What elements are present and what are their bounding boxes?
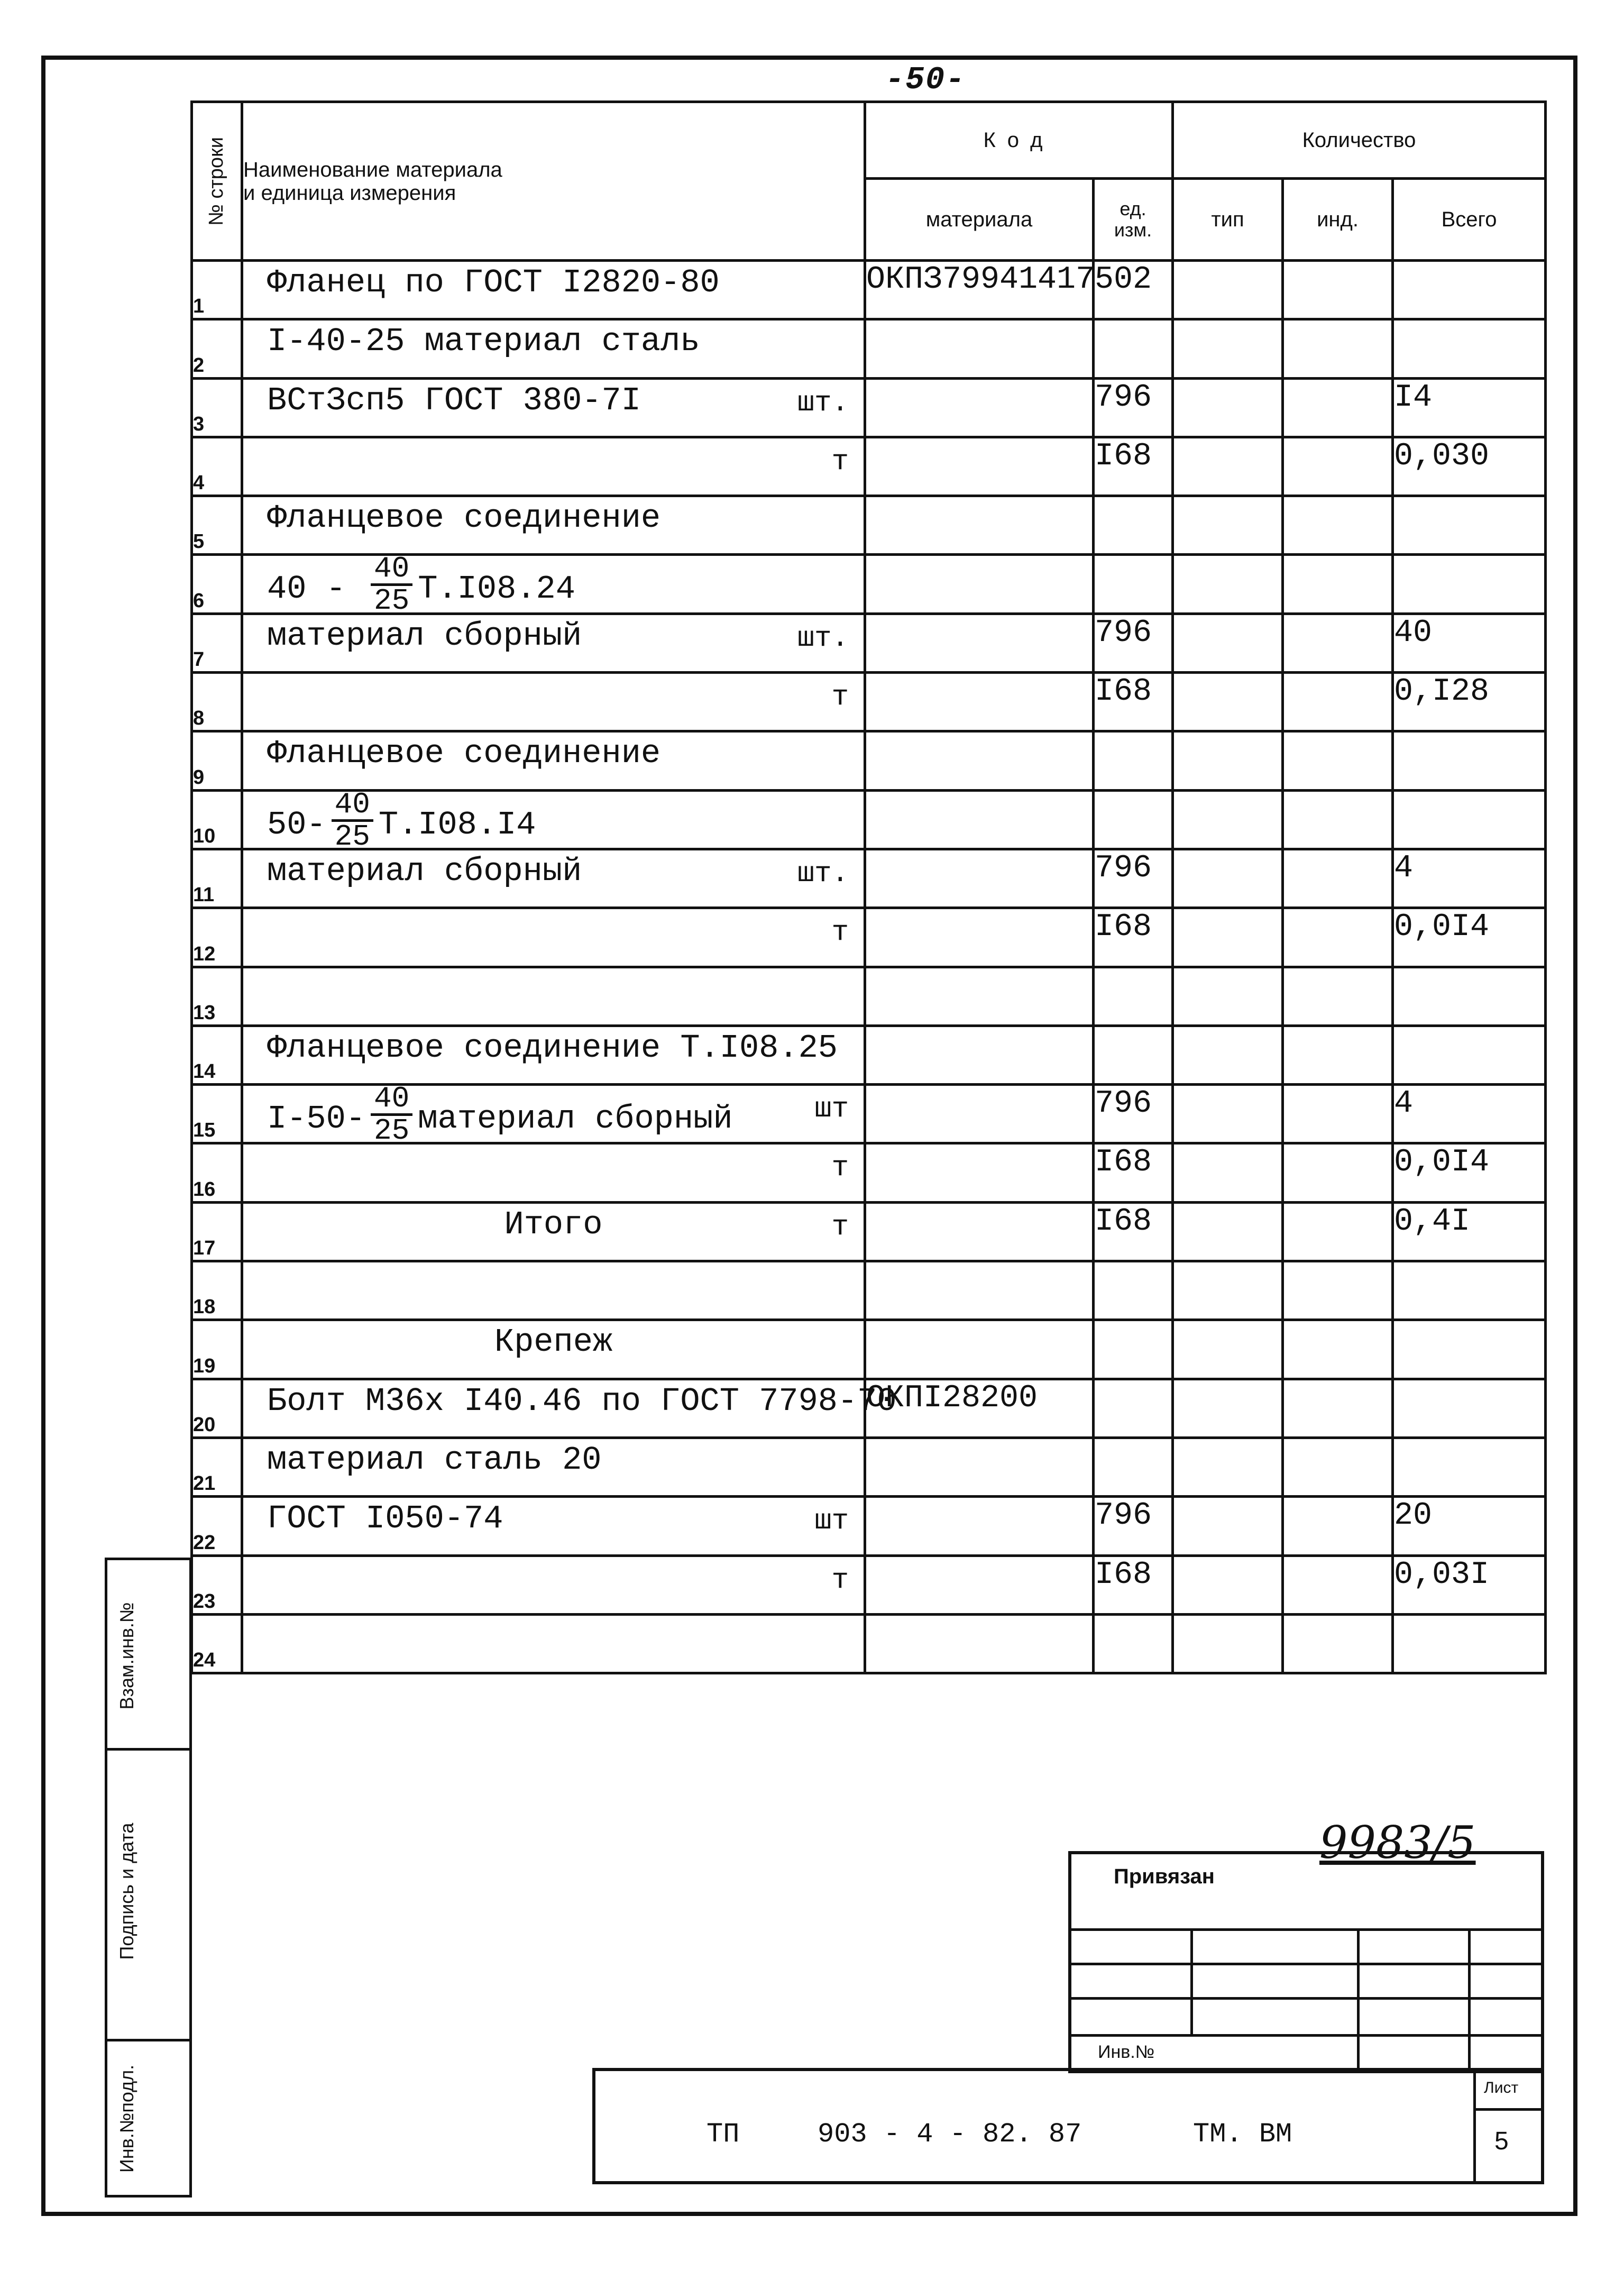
binding-label: Привязан <box>1114 1865 1215 1888</box>
qty-ind <box>1283 1555 1393 1614</box>
name-text: материал сборный <box>267 852 582 890</box>
stamp-line <box>1071 1928 1542 1931</box>
row-name <box>242 1379 897 1437</box>
qty-ind <box>1283 261 1393 319</box>
qty-ind <box>1283 555 1393 614</box>
qty-ind <box>1283 849 1393 908</box>
table-row <box>192 378 1546 437</box>
page-number: -50- <box>885 62 966 98</box>
qty-ind <box>1283 1143 1393 1202</box>
qty-total <box>1393 790 1546 849</box>
name-suffix: материал сборный <box>418 1100 733 1138</box>
unit-code <box>1094 1025 1173 1084</box>
qty-total: 4 <box>1393 1085 1546 1143</box>
row-number: 16 <box>192 1143 242 1202</box>
row-number: 14 <box>192 1025 242 1084</box>
unit-code: I68 <box>1094 673 1173 731</box>
row-name <box>242 1614 865 1673</box>
material-code <box>865 378 1094 437</box>
unit-code <box>1094 790 1173 849</box>
fraction-numerator: 40 <box>371 554 412 586</box>
row-number: 17 <box>192 1202 242 1261</box>
row-name <box>242 614 865 672</box>
table-row <box>192 496 1546 555</box>
binding-stamp <box>1068 1851 1544 2073</box>
qty-typ <box>1173 437 1283 496</box>
row-name <box>242 1320 865 1379</box>
qty-total <box>1393 1379 1546 1437</box>
qty-typ <box>1173 1614 1283 1673</box>
qty-ind <box>1283 1085 1393 1143</box>
row-name <box>242 787 865 854</box>
fraction <box>371 554 412 616</box>
header-total: Всего <box>1393 179 1546 261</box>
qty-typ <box>1173 614 1283 672</box>
row-name <box>242 1143 865 1202</box>
row-number: 2 <box>192 319 242 378</box>
qty-typ <box>1173 1555 1283 1614</box>
side-label-exchange: Взам.инв.№ <box>116 1602 137 1710</box>
qty-total: 0,I28 <box>1393 673 1546 731</box>
row-name <box>242 496 865 555</box>
qty-ind <box>1283 496 1393 555</box>
doc-prefix: ТП <box>707 2119 740 2150</box>
header-code: Код <box>865 102 1173 179</box>
material-code: ОКПЗ79941417 <box>865 261 1094 319</box>
unit-text: шт. <box>797 857 849 890</box>
row-number: 19 <box>192 1320 242 1379</box>
table-row <box>192 790 1546 849</box>
row-number: 10 <box>192 790 242 849</box>
qty-total: 0,03I <box>1393 1555 1546 1614</box>
header-name: Наименование материала и единица измерения <box>242 102 865 261</box>
table-row <box>192 1614 1546 1673</box>
table-row <box>192 1261 1546 1320</box>
unit-text: шт <box>814 1505 849 1538</box>
material-code <box>865 1614 1094 1673</box>
unit-code <box>1094 1261 1173 1320</box>
row-name <box>242 319 865 378</box>
doc-number: 903 - 4 - 82. 87 <box>818 2119 1082 2150</box>
row-number: 22 <box>192 1497 242 1555</box>
material-code <box>865 614 1094 672</box>
material-code: ОКПI28200 <box>865 1379 1094 1437</box>
unit-code: I68 <box>1094 1202 1173 1261</box>
qty-ind <box>1283 378 1393 437</box>
table-row <box>192 1437 1546 1496</box>
sheet-number: 5 <box>1494 2127 1509 2155</box>
fraction-denominator: 25 <box>334 819 370 854</box>
unit-code: I68 <box>1094 908 1173 967</box>
fraction-denominator: 25 <box>374 1114 410 1148</box>
qty-ind <box>1283 1261 1393 1320</box>
side-label-inv-orig: Инв.№подл. <box>116 2064 137 2173</box>
table-row <box>192 967 1546 1025</box>
table-row <box>192 261 1546 319</box>
header-row-number: № строки <box>192 102 242 261</box>
qty-ind <box>1283 1437 1393 1496</box>
table-row <box>192 1025 1546 1084</box>
qty-typ <box>1173 496 1283 555</box>
row-number: 1 <box>192 261 242 319</box>
qty-typ <box>1173 261 1283 319</box>
row-name <box>242 1025 865 1084</box>
name-suffix: Т.I08.I4 <box>378 805 536 844</box>
qty-total <box>1393 731 1546 790</box>
qty-ind <box>1283 1614 1393 1673</box>
name-text: Болт М36х I40.46 по ГОСТ 7798-70 <box>267 1382 897 1420</box>
row-name <box>242 378 865 437</box>
qty-ind <box>1283 1379 1393 1437</box>
unit-code <box>1094 319 1173 378</box>
row-number: 12 <box>192 908 242 967</box>
name-prefix: 50- <box>267 805 326 844</box>
qty-total <box>1393 261 1546 319</box>
qty-total <box>1393 1320 1546 1379</box>
table-row <box>192 673 1546 731</box>
stamp-line <box>1071 2034 1542 2037</box>
qty-ind <box>1283 908 1393 967</box>
row-number: 21 <box>192 1437 242 1496</box>
qty-typ <box>1173 849 1283 908</box>
material-code <box>865 908 1094 967</box>
sheet-divider <box>1473 2108 1544 2111</box>
table-header <box>192 102 1546 261</box>
sheet-label: Лист <box>1484 2079 1519 2096</box>
qty-total <box>1393 496 1546 555</box>
qty-total: 0,030 <box>1393 437 1546 496</box>
qty-typ <box>1173 673 1283 731</box>
qty-typ <box>1173 378 1283 437</box>
unit-text: шт <box>814 1093 849 1126</box>
table-row <box>192 614 1546 672</box>
unit-code <box>1094 967 1173 1025</box>
fraction-numerator: 40 <box>332 790 373 822</box>
qty-ind <box>1283 1320 1393 1379</box>
unit-code: 796 <box>1094 1497 1173 1555</box>
name-text: Фланцевое соединение Т.I08.25 <box>267 1029 838 1067</box>
stamp-line <box>1357 1928 1360 2071</box>
unit-code <box>1094 1614 1173 1673</box>
unit-code <box>1094 496 1173 555</box>
row-number: 8 <box>192 673 242 731</box>
qty-typ <box>1173 1261 1283 1320</box>
qty-total: 20 <box>1393 1497 1546 1555</box>
unit-code <box>1094 1320 1173 1379</box>
qty-typ <box>1173 1320 1283 1379</box>
header-unit: ед. изм. <box>1094 179 1173 261</box>
table-body <box>192 261 1546 1673</box>
qty-total <box>1393 555 1546 614</box>
qty-typ <box>1173 1025 1283 1084</box>
row-number: 11 <box>192 849 242 908</box>
row-number: 9 <box>192 731 242 790</box>
qty-total: 0,0I4 <box>1393 1143 1546 1202</box>
row-name <box>242 1082 865 1148</box>
table-row <box>192 1085 1546 1143</box>
material-code <box>865 849 1094 908</box>
row-name <box>242 1555 865 1614</box>
header-quantity: Количество <box>1173 102 1546 179</box>
name-text: ВСтЗсп5 ГОСТ 380-7I <box>267 381 641 419</box>
row-number: 18 <box>192 1261 242 1320</box>
row-name <box>242 967 865 1025</box>
unit-code: 796 <box>1094 849 1173 908</box>
qty-ind <box>1283 437 1393 496</box>
row-name <box>242 849 865 908</box>
material-code <box>865 1261 1094 1320</box>
name-suffix: Т.I08.24 <box>418 570 575 608</box>
name-text: I-40-25 материал сталь <box>267 323 700 361</box>
row-number: 5 <box>192 496 242 555</box>
material-code <box>865 1555 1094 1614</box>
material-code <box>865 790 1094 849</box>
qty-total <box>1393 1437 1546 1496</box>
name-centered: Крепеж <box>494 1323 613 1361</box>
unit-code: 502 <box>1094 261 1173 319</box>
qty-total <box>1393 319 1546 378</box>
material-code <box>865 555 1094 614</box>
unit-text: т <box>831 1152 849 1185</box>
name-text: материал сборный <box>267 617 582 655</box>
qty-total <box>1393 967 1546 1025</box>
stamp-line <box>1071 1963 1542 1965</box>
unit-text: т <box>831 445 849 478</box>
qty-typ <box>1173 1497 1283 1555</box>
fraction <box>371 1084 412 1146</box>
qty-typ <box>1173 790 1283 849</box>
unit-code <box>1094 1379 1173 1437</box>
row-name <box>242 437 865 496</box>
row-name <box>242 1202 865 1261</box>
sheet-divider <box>1473 2071 1476 2184</box>
qty-ind <box>1283 967 1393 1025</box>
specification-table <box>190 100 1547 1674</box>
qty-typ <box>1173 1202 1283 1261</box>
material-code <box>865 673 1094 731</box>
row-name <box>242 731 865 790</box>
table-row <box>192 849 1546 908</box>
qty-ind <box>1283 614 1393 672</box>
fraction <box>332 787 373 854</box>
qty-typ <box>1173 319 1283 378</box>
qty-total <box>1393 1614 1546 1673</box>
name-text: Фланцевое соединение <box>267 499 661 537</box>
unit-code <box>1094 555 1173 614</box>
unit-text: т <box>831 917 849 949</box>
unit-code: I68 <box>1094 1555 1173 1614</box>
qty-typ <box>1173 731 1283 790</box>
name-centered: Итого <box>504 1205 603 1243</box>
row-name <box>242 1437 865 1496</box>
unit-code: I68 <box>1094 437 1173 496</box>
qty-total <box>1393 1261 1546 1320</box>
row-number: 7 <box>192 614 242 672</box>
row-name <box>242 673 865 731</box>
table-row <box>192 1379 1546 1437</box>
unit-text: т <box>831 681 849 714</box>
header-material-code: материала <box>865 179 1094 261</box>
handwritten-number: 9983/5 <box>1319 1817 1476 1869</box>
table-row <box>192 1202 1546 1261</box>
qty-typ <box>1173 555 1283 614</box>
qty-typ <box>1173 1143 1283 1202</box>
material-code <box>865 1025 1094 1084</box>
header-typ: тип <box>1173 179 1283 261</box>
row-number: 15 <box>192 1085 242 1143</box>
table-row <box>192 319 1546 378</box>
table-row <box>192 1497 1546 1555</box>
material-code <box>865 1497 1094 1555</box>
material-code <box>865 731 1094 790</box>
unit-text: т <box>831 1211 849 1243</box>
stamp-line <box>1071 1997 1542 2000</box>
qty-typ <box>1173 908 1283 967</box>
name-text: материал сталь 20 <box>267 1441 602 1479</box>
header-ind: инд. <box>1283 179 1393 261</box>
name-text: Фланцевое соединение <box>267 735 661 773</box>
row-name <box>242 908 865 967</box>
qty-ind <box>1283 319 1393 378</box>
qty-total <box>1393 1025 1546 1084</box>
row-number: 23 <box>192 1555 242 1614</box>
qty-total: 4 <box>1393 849 1546 908</box>
stamp-line <box>1468 1928 1471 2071</box>
row-name <box>242 1497 865 1555</box>
unit-code: 796 <box>1094 1085 1173 1143</box>
material-code <box>865 1320 1094 1379</box>
fraction-numerator: 40 <box>371 1084 412 1116</box>
name-text: ГОСТ I050-74 <box>267 1500 503 1538</box>
qty-total: 40 <box>1393 614 1546 672</box>
row-number: 20 <box>192 1379 242 1437</box>
title-block <box>592 2068 1544 2184</box>
name-prefix: I-50- <box>267 1100 366 1138</box>
row-number: 6 <box>192 555 242 614</box>
qty-ind <box>1283 731 1393 790</box>
row-name <box>242 261 865 319</box>
row-number: 4 <box>192 437 242 496</box>
qty-typ <box>1173 1437 1283 1496</box>
unit-code: 796 <box>1094 614 1173 672</box>
qty-total: 0,0I4 <box>1393 908 1546 967</box>
qty-ind <box>1283 790 1393 849</box>
qty-typ <box>1173 1085 1283 1143</box>
table-row <box>192 908 1546 967</box>
fraction-denominator: 25 <box>374 584 410 618</box>
material-code <box>865 1143 1094 1202</box>
unit-text: т <box>831 1564 849 1597</box>
side-label-signature: Подпись и дата <box>116 1823 137 1960</box>
material-code <box>865 496 1094 555</box>
unit-code: 796 <box>1094 378 1173 437</box>
stamp-line <box>1190 1928 1193 2034</box>
table-row <box>192 731 1546 790</box>
qty-ind <box>1283 673 1393 731</box>
table-row <box>192 1320 1546 1379</box>
material-code <box>865 319 1094 378</box>
table-row <box>192 1555 1546 1614</box>
table-row <box>192 1143 1546 1202</box>
material-code <box>865 437 1094 496</box>
unit-code <box>1094 1437 1173 1496</box>
row-name <box>242 1261 865 1320</box>
name-prefix: 40 - <box>267 570 366 608</box>
qty-typ <box>1173 967 1283 1025</box>
unit-text: шт. <box>797 387 849 419</box>
qty-total: I4 <box>1393 378 1546 437</box>
material-code <box>865 1202 1094 1261</box>
table-row <box>192 437 1546 496</box>
unit-text: шт. <box>797 622 849 655</box>
row-number: 24 <box>192 1614 242 1673</box>
unit-code: I68 <box>1094 1143 1173 1202</box>
doc-suffix: ТМ. ВМ <box>1193 2119 1292 2150</box>
row-number: 3 <box>192 378 242 437</box>
material-code <box>865 967 1094 1025</box>
name-text: Фланец по ГОСТ I2820-80 <box>267 264 720 301</box>
material-code <box>865 1085 1094 1143</box>
row-name <box>242 552 865 618</box>
qty-ind <box>1283 1497 1393 1555</box>
inv-label: Инв.№ <box>1098 2042 1155 2062</box>
qty-ind <box>1283 1025 1393 1084</box>
table-row <box>192 555 1546 614</box>
qty-ind <box>1283 1202 1393 1261</box>
row-number: 13 <box>192 967 242 1025</box>
qty-typ <box>1173 1379 1283 1437</box>
material-code <box>865 1437 1094 1496</box>
unit-code <box>1094 731 1173 790</box>
qty-total: 0,4I <box>1393 1202 1546 1261</box>
